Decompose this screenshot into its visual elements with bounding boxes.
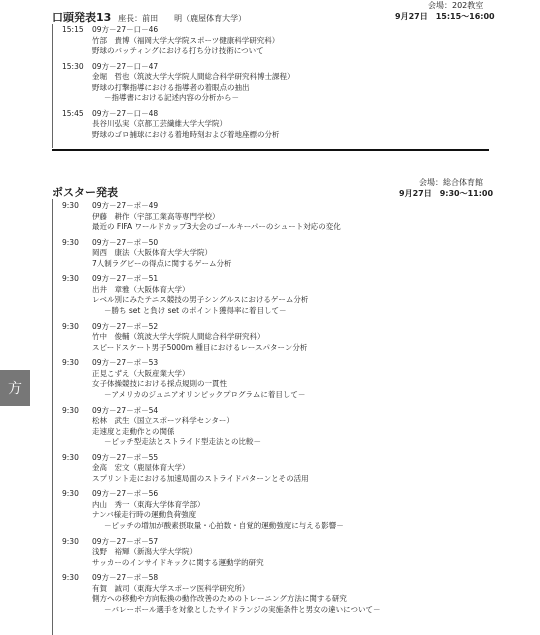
- entry-time: 9:30: [62, 274, 79, 284]
- entry-code: 09方－27－ポ－55: [92, 452, 159, 462]
- entry-time: 9:30: [62, 573, 79, 583]
- entry-title: 7人制ラグビーの得点に関するゲーム分析: [92, 258, 232, 268]
- entry-body: [92, 274, 308, 316]
- entry-author: 正見こずえ（大阪産業大学）: [92, 368, 190, 378]
- entry-body: [92, 109, 280, 141]
- entry-subtitle: －指導書における記述内容の分析から－: [104, 93, 239, 102]
- entry-title: ナンバ様走行時の運動負荷強度: [92, 510, 197, 520]
- entry-code: 09方－27－ポ－56: [92, 489, 159, 499]
- oral-datetime: 9月27日 15:15～16:00: [395, 12, 495, 21]
- entry-author: 長谷川弘実（京都工芸繊維大学大学院）: [92, 119, 227, 128]
- entry-author: 松林 武生（国立スポーツ科学センター）: [92, 416, 234, 425]
- oral-title: [52, 9, 246, 25]
- poster-title: ポスター発表: [52, 186, 118, 199]
- entry-body: [92, 406, 261, 448]
- oral-title-text: 口頭発表13: [52, 11, 112, 24]
- entry-body: [92, 322, 307, 354]
- entry-body: [92, 62, 295, 104]
- entry-code: 09方－27－ポ－57: [92, 536, 159, 546]
- entry-time: 9:30: [62, 452, 79, 462]
- entry-code: 09方－27－口－48: [92, 108, 159, 118]
- entry-subtitle: －アメリカのジュニアオリンピックプログラムに着目して－: [104, 389, 306, 399]
- entry-title: レベル別にみたテニス競技の男子シングルスにおけるゲーム分析: [92, 295, 309, 305]
- entry-author: 竹部 貴博（福岡大学大学院スポーツ健康科学研究科）: [92, 35, 280, 45]
- oral-chair: 座長：前田 明（鹿屋体育大学）: [118, 14, 247, 23]
- entry-title: 走速度と走動作との関係: [92, 426, 175, 436]
- entry-body: [92, 201, 341, 233]
- entry-time: 9:30: [62, 237, 79, 247]
- entry-time: 9:30: [62, 321, 79, 331]
- poster-left-rule: [52, 199, 53, 635]
- entry-code: 09方－27－ポ－50: [92, 237, 159, 247]
- side-index-tab: [0, 370, 30, 406]
- entry-body: [92, 573, 381, 615]
- entry-time: 15:45: [62, 108, 84, 118]
- entry-body: [92, 238, 231, 270]
- entry-body: [92, 537, 264, 569]
- entry-title: スプリント走における加速局面のストライドパターンとその活用: [92, 473, 309, 483]
- entry-time: 9:30: [62, 489, 79, 499]
- entry-time: 9:30: [62, 405, 79, 415]
- entry-title: 側方への移動や方向転換の動作改善のためのトレーニング方法に関する研究: [92, 594, 347, 604]
- side-tab-label: 方: [8, 381, 22, 397]
- poster-venue: 会場：総合体育館: [419, 178, 483, 187]
- oral-venue: 会場：202教室: [428, 1, 484, 10]
- entry-author: 内山 秀一（東海大学体育学部）: [92, 499, 205, 509]
- entry-time: 15:15: [62, 25, 84, 34]
- entry-author: 岡西 康法（大阪体育大学大学院）: [92, 248, 212, 258]
- entry-author: 浅野 裕輝（新潟大学大学院）: [92, 547, 197, 557]
- entry-author: 金堀 哲也（筑波大学大学院人間総合科学研究科博士課程）: [92, 72, 295, 81]
- entry-code: 09方－27－ポ－52: [92, 321, 159, 331]
- entry-title: スピードスケート男子5000m 種目におけるレースパターン分析: [92, 342, 308, 352]
- entry-author: 出井 章雅（大阪体育大学）: [92, 284, 190, 294]
- entry-title: 野球の打撃指導における指導者の着眼点の抽出: [92, 82, 250, 92]
- entry-author: 伊藤 耕作（宇部工業高等専門学校）: [92, 211, 220, 221]
- entry-title: 野球のゴロ捕球における着地時刻および着地座標の分析: [92, 129, 280, 139]
- entry-body: [92, 25, 279, 57]
- entry-code: 09方－27－ポ－58: [92, 573, 159, 583]
- entry-subtitle: －勝ち set と負け set のポイント獲得率に着目して－: [104, 305, 287, 315]
- entry-code: 09方－27－口－46: [92, 25, 159, 34]
- section-divider: [52, 149, 489, 151]
- entry-body: [92, 489, 344, 531]
- entry-time: 9:30: [62, 201, 79, 210]
- entry-author: 金高 宏文（鹿屋体育大学）: [92, 463, 190, 473]
- entry-body: [92, 453, 309, 485]
- entry-subtitle: －ピッチの増加が酸素摂取量・心拍数・自覚的運動強度に与える影響－: [104, 520, 344, 530]
- entry-time: 9:30: [62, 536, 79, 546]
- entry-code: 09方－27－口－47: [92, 61, 159, 71]
- entry-time: 9:30: [62, 358, 79, 368]
- entry-title: 野球のバッティングにおける打ち分け技術について: [92, 46, 264, 55]
- entry-body: [92, 358, 305, 400]
- entry-title: 最近の FIFA ワールドカップ3大会のゴールキーパーのシュート対応の変化: [92, 222, 341, 231]
- entry-title: サッカーのインサイドキックに関する運動学的研究: [92, 557, 264, 567]
- entry-code: 09方－27－ポ－53: [92, 358, 159, 368]
- entry-time: 15:30: [62, 61, 84, 71]
- entry-code: 09方－27－ポ－49: [92, 201, 159, 210]
- entry-subtitle: －ピッチ型走法とストライド型走法との比較－: [104, 437, 261, 446]
- poster-datetime: 9月27日 9:30～11:00: [399, 189, 494, 198]
- entry-code: 09方－27－ポ－51: [92, 274, 159, 284]
- entry-author: 有賀 誠司（東海大学スポーツ医科学研究所）: [92, 583, 250, 593]
- oral-left-rule: [52, 24, 53, 148]
- entry-subtitle: －バレーボール選手を対象としたサイドランジの実施条件と男女の違いについて－: [104, 604, 381, 614]
- entry-author: 竹中 俊輔（筑波大学大学院人間総合科学研究科）: [92, 332, 265, 342]
- entry-title: 女子体操競技における採点規則の一貫性: [92, 379, 227, 389]
- entry-code: 09方－27－ポ－54: [92, 405, 159, 415]
